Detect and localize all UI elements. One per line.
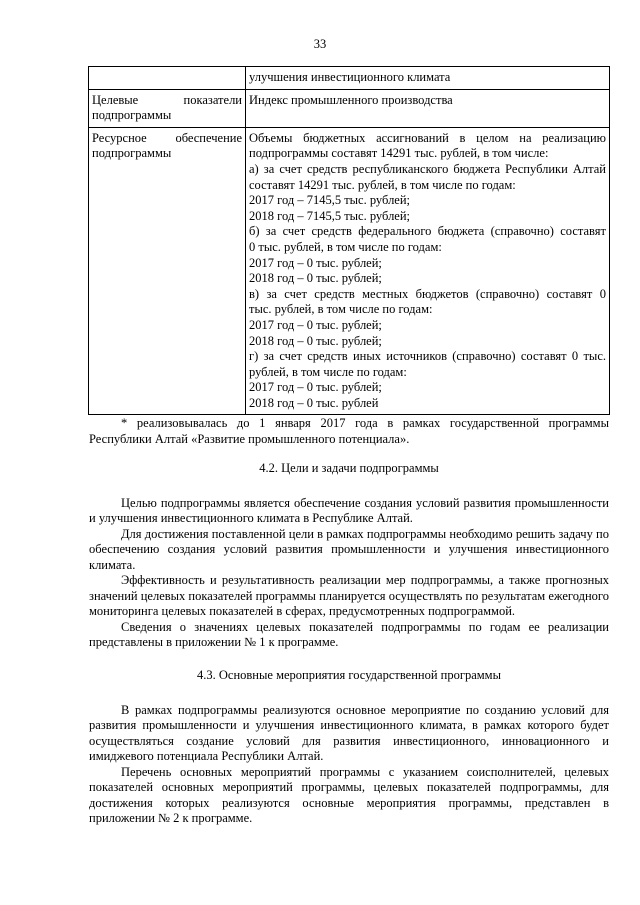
content-line: б) за счет средств федерального бюджета (справочно) составят [249,224,606,239]
paragraph: Для достижения поставленной цели в рамках подпрограммы необходимо решить задачу по обеспечению создания условий развития промышленности и улучшения инвестиционного климата. [89,526,609,572]
footnote-block [89,416,609,447]
table-row [89,127,610,415]
section-heading: 4.2. Цели и задачи подпрограммы [259,461,439,475]
content-line: а) за счет средств республиканского бюджета Республики Алтай [249,161,606,176]
content-line: Объемы бюджетных ассигнований в целом на реализацию [249,130,606,145]
paragraph: В рамках подпрограммы реализуются основное мероприятие по созданию условий для развития промышленности и улучшения инвестиционного климата, в рамках которого будет осуществляться создание условий для развития инвестиционного, инновационного и имиджевого потенциала Республики Алтай. [89,702,609,763]
table-cell-label [89,127,246,415]
content-line: 2017 год – 7145,5 тыс. рублей; [249,193,411,208]
table-cell-label-empty [89,67,246,90]
section-4-2 [89,461,609,651]
content-line: г) за счет средств иных источников (справочно) составят 0 тыс. [249,349,606,364]
content-line: 2018 год – 7145,5 тыс. рублей; [249,208,411,223]
content-line: 2017 год – 0 тыс. рублей; [249,317,382,332]
page-number: 33 [313,37,327,51]
table-row [89,89,610,127]
content-line: 2017 год – 0 тыс. рублей; [249,255,382,270]
content-line: тыс. рублей, в том числе по годам: [249,302,433,317]
section-4-3 [89,668,609,827]
section-heading: 4.3. Основные мероприятия государственной программы [197,668,501,682]
table-cell-label [89,89,246,127]
content-line: 2017 год – 0 тыс. рублей; [249,380,382,395]
footnote: * реализовывалась до 1 января 2017 года в рамках государственной программы Республики Алтай «Развитие промышленного потенциала». [89,416,609,446]
paragraph: Перечень основных мероприятий программы с указанием соисполнителей, целевых показателей основных мероприятий программы, целевых показателей подпрограммы, для достижения которых реализуются основные мероприятия программы, представлен в приложении № 2 к программе. [89,764,609,825]
content-line: подпрограммы составят 14291 тыс. рублей, в том числе: [249,146,549,161]
label-line: подпрограммы [92,146,172,161]
paragraph: Целью подпрограммы является обеспечение создания условий развития промышленности и улучшения инвестиционного климата в Республике Алтай. [89,495,609,525]
label-line: Ресурсное обеспечение [92,130,242,145]
content-line: составят 14291 тыс. рублей, в том числе по годам: [249,177,516,192]
content-line: 2018 год – 0 тыс. рублей; [249,271,382,286]
paragraph: Сведения о значениях целевых показателей подпрограммы по годам ее реализации представлены в приложении № 1 к программе. [89,619,609,649]
paragraph: Эффективность и результативность реализации мер подпрограммы, а также прогнозных значений целевых показателей программы планируется осуществлять по результатам ежегодного мониторинга целевых показателей в сферах, предусмотренных подпрограммой. [89,573,609,618]
label-line: подпрограммы [92,108,172,123]
content-line: 2018 год – 0 тыс. рублей [249,395,379,410]
content-line: рублей, в том числе по годам: [249,364,407,379]
table-cell-content [246,127,610,415]
subprogram-passport-table [88,66,610,415]
content-line: 0 тыс. рублей, в том числе по годам: [249,239,442,254]
table-cell-content: Индекс промышленного производства [246,89,610,127]
table-row [89,67,610,90]
content-line: в) за счет средств местных бюджетов (справочно) составят 0 [249,286,606,301]
table-cell-content: улучшения инвестиционного климата [246,67,610,90]
content-line: 2018 год – 0 тыс. рублей; [249,333,382,348]
label-line: Целевые показатели [92,92,242,107]
